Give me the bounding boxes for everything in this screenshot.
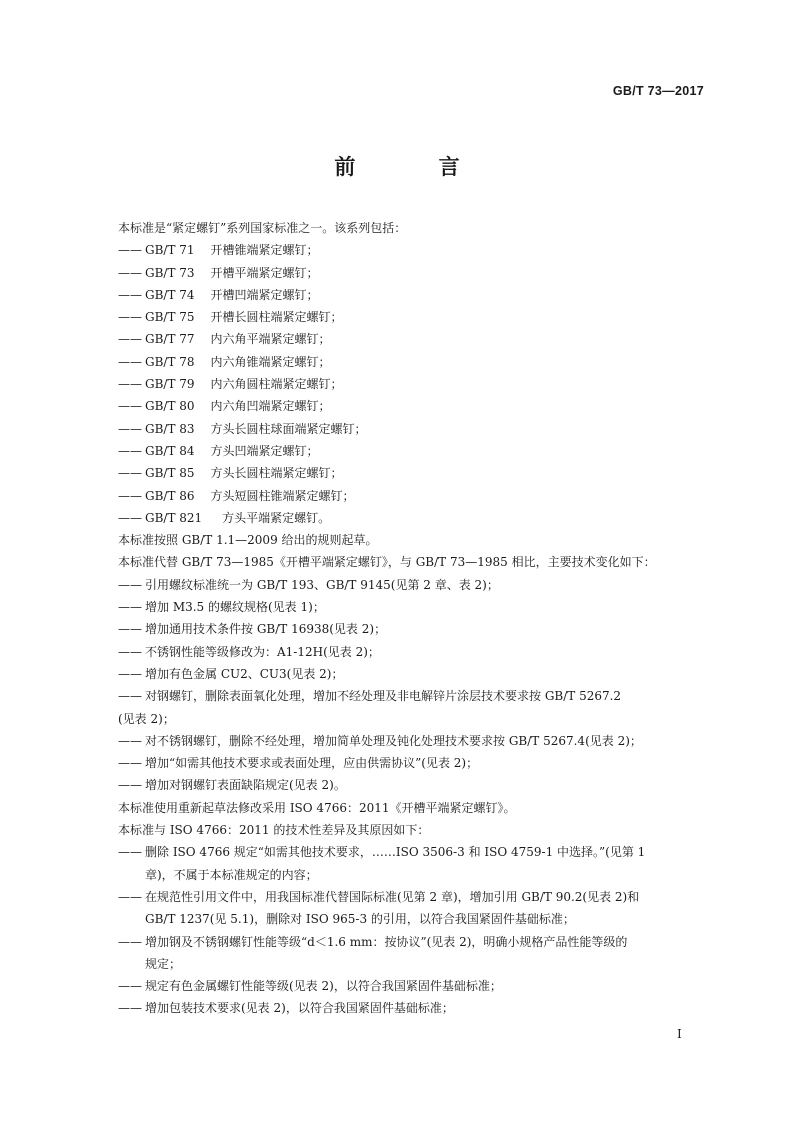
em-dash: —— <box>118 889 142 904</box>
series-code: GB/T 80 <box>145 399 195 414</box>
em-dash: —— <box>118 845 142 860</box>
series-item <box>118 262 708 284</box>
difference-item <box>118 931 708 953</box>
difference-text: 规定有色金属螺钉性能等级(见表 2)，以符合我国紧固件基础标准； <box>145 979 502 994</box>
em-dash: —— <box>118 332 142 347</box>
em-dash: —— <box>118 488 142 503</box>
em-dash: —— <box>118 666 142 681</box>
series-code: GB/T 86 <box>145 488 195 503</box>
series-code: GB/T 821 <box>145 510 203 525</box>
em-dash: —— <box>118 243 142 258</box>
em-dash: —— <box>118 644 142 659</box>
series-code: GB/T 78 <box>145 354 195 369</box>
change-item <box>118 574 708 596</box>
em-dash: —— <box>118 510 142 525</box>
difference-item <box>118 997 708 1019</box>
series-code: GB/T 83 <box>145 421 195 436</box>
series-name: 方头凹端紧定螺钉； <box>210 443 319 458</box>
change-text: 引用螺纹标准统一为 GB/T 193、GB/T 9145(见第 2 章、表 2)； <box>145 577 499 592</box>
change-text: 不锈钢性能等级修改为：A1-12H(见表 2)； <box>145 644 380 659</box>
difference-text: 增加钢及不锈钢螺钉性能等级“d＜1.6 mm：按协议”(见表 2)，明确小规格产品性能等级的 <box>145 934 628 949</box>
series-item <box>118 507 708 529</box>
series-name: 内六角凹端紧定螺钉； <box>210 399 331 414</box>
em-dash: —— <box>118 287 142 302</box>
change-item <box>118 663 708 685</box>
series-item <box>118 485 708 507</box>
em-dash: —— <box>118 310 142 325</box>
change-text: 增加对钢螺钉表面缺陷规定(见表 2)。 <box>145 778 346 793</box>
difference-item-continuation: 章)，不属于本标准规定的内容； <box>145 867 318 882</box>
em-dash: —— <box>118 934 142 949</box>
series-code: GB/T 73 <box>145 265 195 280</box>
series-item <box>118 440 708 462</box>
series-item <box>118 328 708 350</box>
replaces-paragraph: 本标准代替 GB/T 73—1985《开槽平端紧定螺钉》，与 GB/T 73—1985 相比，主要技术变化如下： <box>118 555 656 570</box>
series-code: GB/T 71 <box>145 243 195 258</box>
series-name: 内六角圆柱端紧定螺钉； <box>210 377 343 392</box>
change-item <box>118 685 708 707</box>
series-code: GB/T 85 <box>145 466 195 481</box>
series-item <box>118 462 708 484</box>
series-name: 开槽长圆柱端紧定螺钉； <box>210 310 343 325</box>
em-dash: —— <box>118 622 142 637</box>
series-item <box>118 284 708 306</box>
series-name: 方头长圆柱端紧定螺钉； <box>210 466 343 481</box>
series-item <box>118 351 708 373</box>
difference-text: 在规范性引用文件中，用我国标准代替国际标准(见第 2 章)，增加引用 GB/T 90.2(见表 2)和 <box>145 889 640 904</box>
em-dash: —— <box>118 443 142 458</box>
series-item <box>118 418 708 440</box>
em-dash: —— <box>118 354 142 369</box>
difference-text: 删除 ISO 4766 规定“如需其他技术要求，……ISO 3506-3 和 ISO 4759-1 中选择。”(见第 1 <box>145 845 646 860</box>
foreword-body <box>118 217 708 1020</box>
series-item <box>118 373 708 395</box>
change-text: 增加“如需其他技术要求或表面处理，应由供需协议”(见表 2)； <box>145 756 479 771</box>
intro-paragraph: 本标准是“紧定螺钉”系列国家标准之一。该系列包括： <box>118 221 407 235</box>
difference-item <box>118 886 708 908</box>
em-dash: —— <box>118 778 142 793</box>
change-item <box>118 596 708 618</box>
series-code: GB/T 79 <box>145 377 195 392</box>
series-name: 开槽凹端紧定螺钉； <box>210 287 319 302</box>
series-code: GB/T 84 <box>145 443 195 458</box>
difference-item <box>118 841 708 863</box>
drafting-rule-paragraph: 本标准按照 GB/T 1.1—2009 给出的规则起草。 <box>118 533 378 548</box>
em-dash: —— <box>118 466 142 481</box>
differences-intro-paragraph: 本标准与 ISO 4766：2011 的技术性差异及其原因如下： <box>118 823 430 838</box>
standard-number: GB/T 73—2017 <box>612 84 704 98</box>
series-name: 方头长圆柱球面端紧定螺钉； <box>210 421 367 436</box>
em-dash: —— <box>118 399 142 414</box>
series-name: 开槽锥端紧定螺钉； <box>210 243 319 258</box>
change-text: 增加有色金属 CU2、CU3(见表 2)； <box>145 666 344 681</box>
change-item <box>118 752 708 774</box>
page-number: I <box>677 1027 682 1041</box>
series-item <box>118 306 708 328</box>
em-dash: —— <box>118 577 142 592</box>
difference-text: 增加包装技术要求(见表 2)，以符合我国紧固件基础标准； <box>145 1001 454 1016</box>
em-dash: —— <box>118 421 142 436</box>
change-text: 对不锈钢螺钉，删除不经处理，增加简单处理及钝化处理技术要求按 GB/T 5267.4(见表 2)； <box>145 733 642 748</box>
em-dash: —— <box>118 600 142 615</box>
em-dash: —— <box>118 756 142 771</box>
change-text: 增加 M3.5 的螺纹规格(见表 1)； <box>145 600 325 615</box>
difference-item-continuation: 规定； <box>145 956 182 971</box>
difference-item <box>118 975 708 997</box>
change-item-continuation: (见表 2)； <box>118 711 175 726</box>
series-name: 内六角锥端紧定螺钉； <box>210 354 331 369</box>
series-item <box>118 239 708 261</box>
difference-item-continuation: GB/T 1237(见 5.1)，删除对 ISO 965-3 的引用，以符合我国紧固件基础标准； <box>145 912 575 927</box>
series-code: GB/T 74 <box>145 287 195 302</box>
change-text: 对钢螺钉，删除表面氧化处理，增加不经处理及非电解锌片涂层技术要求按 GB/T 5267.2 <box>145 689 622 704</box>
em-dash: —— <box>118 979 142 994</box>
series-name: 开槽平端紧定螺钉； <box>210 265 319 280</box>
change-item <box>118 730 708 752</box>
series-item <box>118 395 708 417</box>
page-title: 前 言 <box>334 154 498 179</box>
change-item <box>118 774 708 796</box>
em-dash: —— <box>118 377 142 392</box>
series-code: GB/T 77 <box>145 332 195 347</box>
series-name: 方头短圆柱锥端紧定螺钉； <box>210 488 355 503</box>
change-item <box>118 641 708 663</box>
series-name: 方头平端紧定螺钉。 <box>222 510 331 525</box>
em-dash: —— <box>118 1001 142 1016</box>
change-text: 增加通用技术条件按 GB/T 16938(见表 2)； <box>145 622 387 637</box>
series-name: 内六角平端紧定螺钉； <box>210 332 331 347</box>
redraft-paragraph: 本标准使用重新起草法修改采用 ISO 4766：2011《开槽平端紧定螺钉》。 <box>118 800 516 815</box>
em-dash: —— <box>118 689 142 704</box>
em-dash: —— <box>118 733 142 748</box>
em-dash: —— <box>118 265 142 280</box>
change-item <box>118 618 708 640</box>
series-code: GB/T 75 <box>145 310 195 325</box>
